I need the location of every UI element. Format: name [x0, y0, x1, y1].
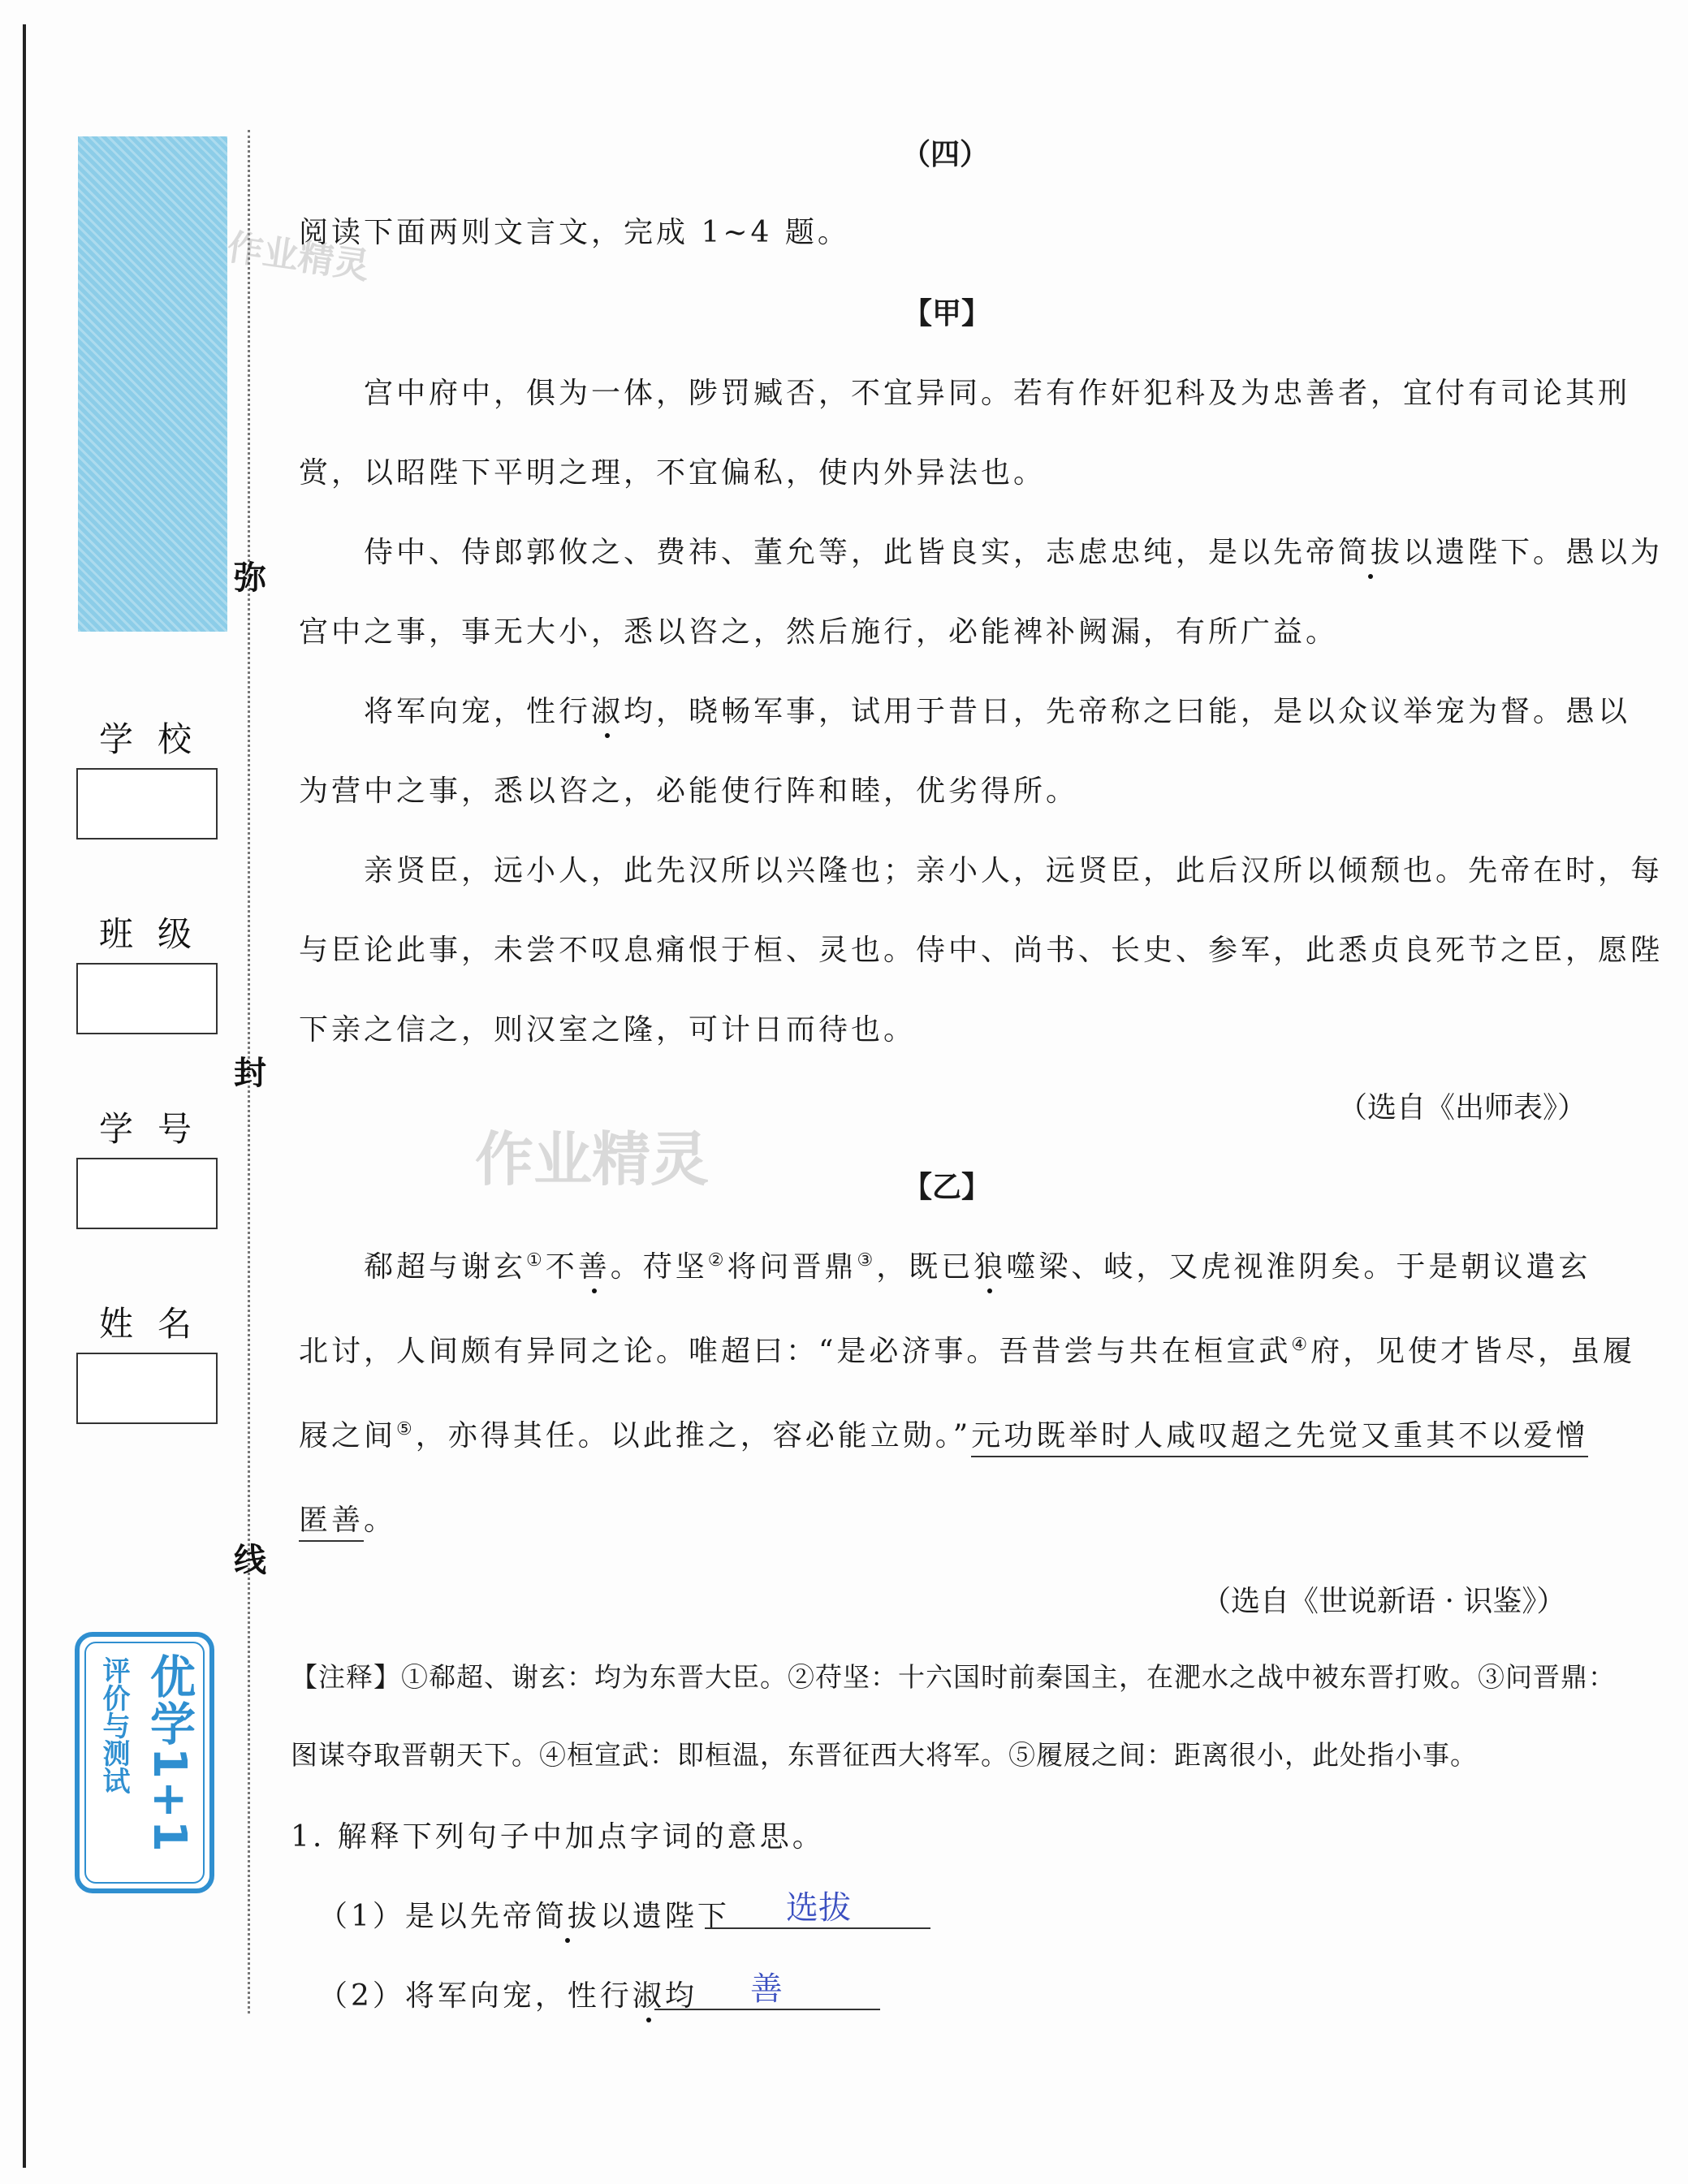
text-segment: 均，晓畅军事，试用于昔日，先帝称之曰能，是以众议举宠为督。愚以 — [624, 695, 1631, 728]
passage-a-line — [364, 688, 1630, 730]
notes-line: 【注释】①郗超、谢玄：均为东晋大臣。②苻坚：十六国时前秦国主，在淝水之战中被东晋打败。③问晋鼎： — [291, 1661, 1616, 1693]
name-label: 姓名 — [99, 1304, 217, 1344]
passage-a-line: 赏，以昭陛下平明之理，不宜偏私，使内外异法也。 — [299, 456, 1047, 490]
seal-char-xian: 线 — [234, 1542, 266, 1579]
class-label: 班级 — [99, 914, 217, 954]
underlined-sentence: 元功既举时人咸叹超之先觉又重其不以爱憎 — [971, 1419, 1588, 1457]
notes-line: 图谋夺取晋朝天下。④桓宣武：即桓温，东晋征西大将军。⑤履屐之间：距离很小，此处指小事。 — [291, 1739, 1478, 1771]
text-segment: （2）将军向宠，性行 — [318, 1979, 632, 2013]
seal-char-feng: 封 — [234, 1055, 266, 1092]
text-segment: 将军向宠，性行 — [364, 695, 592, 728]
handwritten-answer-1: 选拔 — [786, 1889, 851, 1927]
text-segment: 郗超与谢玄 — [364, 1250, 527, 1284]
question-1-stem: 1. 解释下列句子中加点字词的意思。 — [291, 1820, 825, 1854]
footnote-marker: ③ — [857, 1250, 877, 1271]
passage-a-line — [364, 529, 1663, 571]
brand-logo — [75, 1632, 214, 1893]
passage-b-line — [299, 1328, 1635, 1370]
brand-main-text: 优学1+1 — [143, 1653, 196, 1854]
margin-color-block — [78, 136, 227, 632]
text-segment: 噬梁、岐，又虎视淮阴矣。于是朝议遣玄 — [1006, 1250, 1591, 1284]
text-segment: 府，见使才皆尽，虽履 — [1310, 1335, 1636, 1368]
passage-a-line: 宫中府中，俱为一体，陟罚臧否，不宜异同。若有作奸犯科及为忠善者，宜付有司论其刑 — [364, 377, 1631, 410]
text-segment: 以遗陛下。愚以为 — [1403, 536, 1664, 569]
passage-b-line — [364, 1244, 1591, 1285]
text-segment: 以遗陛下 — [599, 1900, 730, 1933]
passage-a-line: 下亲之信之，则汉室之隆，可计日而待也。 — [299, 1013, 917, 1047]
section-title: （四） — [901, 137, 990, 171]
page-edge-line — [23, 24, 26, 2168]
school-label: 学校 — [99, 719, 217, 759]
question-1-item-2 — [318, 1973, 697, 2014]
school-field[interactable] — [76, 768, 218, 840]
passage-a-title: 【甲】 — [903, 296, 991, 330]
handwritten-answer-2: 善 — [750, 1970, 783, 2008]
passage-b-source: （选自《世说新语 · 识鉴》） — [1202, 1585, 1566, 1618]
footnote-marker: ② — [707, 1250, 727, 1271]
text-segment: 。苻坚 — [610, 1250, 708, 1284]
text-segment: 均 — [664, 1979, 697, 2013]
seal-char-mi: 弥 — [234, 559, 266, 597]
dotted-word-jianba: 简拔 — [1338, 536, 1404, 569]
passage-b-title: 【乙】 — [903, 1170, 991, 1204]
text-segment: 。 — [364, 1504, 397, 1537]
passage-a-line: 宫中之事，事无大小，悉以咨之，然后施行，必能裨补阙漏，有所广益。 — [299, 615, 1339, 649]
watermark: 作业精灵 — [224, 226, 373, 287]
name-field[interactable] — [76, 1353, 218, 1424]
text-segment: （1）是以先帝 — [318, 1900, 535, 1933]
watermark: 作业精灵 — [475, 1125, 710, 1193]
dotted-word-shan: 善 — [577, 1250, 611, 1284]
footnote-marker: ⑤ — [396, 1419, 416, 1439]
dotted-word-shu-q: 淑 — [632, 1979, 665, 2013]
passage-a-source: （选自《出师表》） — [1338, 1091, 1587, 1124]
text-segment: ，既已 — [876, 1250, 974, 1284]
passage-a-line: 为营中之事，悉以咨之，必能使行阵和睦，优劣得所。 — [299, 775, 1079, 808]
text-segment: ，亦得其任。以此推之，容必能立勋。” — [415, 1419, 972, 1452]
text-segment: 将问晋鼎 — [727, 1250, 857, 1284]
question-1-item-1 — [318, 1893, 730, 1935]
passage-a-line: 与臣论此事，未尝不叹息痛恨于桓、灵也。侍中、尚书、长史、参军，此悉贞良死节之臣，愿陛 — [299, 934, 1664, 967]
dotted-word-shu: 淑 — [591, 695, 624, 728]
footnote-marker: ① — [526, 1250, 546, 1271]
text-segment: 不 — [545, 1250, 578, 1284]
text-segment: 屐之间 — [299, 1419, 397, 1452]
text-segment: 侍中、侍郎郭攸之、费祎、董允等，此皆良实，志虑忠纯，是以先帝 — [364, 536, 1339, 569]
student-id-label: 学号 — [99, 1109, 217, 1149]
text-segment: 北讨，人间颇有异同之论。唯超曰：“是必济事。吾昔尝与共在桓宣武 — [299, 1335, 1292, 1368]
instruction: 阅读下面两则文言文，完成 1~4 题。 — [299, 216, 850, 249]
passage-a-line: 亲贤臣，远小人，此先汉所以兴隆也；亲小人，远贤臣，此后汉所以倾颓也。先帝在时，每 — [364, 854, 1664, 887]
dotted-word-jianba-q: 简拔 — [534, 1900, 600, 1933]
class-field[interactable] — [76, 963, 218, 1034]
underlined-sentence-end: 匿善 — [299, 1504, 364, 1542]
passage-b-line — [299, 1497, 396, 1539]
passage-b-line — [299, 1413, 1588, 1454]
brand-sub-text: 评价与测试 — [97, 1656, 130, 1794]
footnote-marker: ④ — [1291, 1335, 1311, 1355]
dotted-word-lang: 狼 — [974, 1250, 1007, 1284]
student-id-field[interactable] — [76, 1158, 218, 1229]
